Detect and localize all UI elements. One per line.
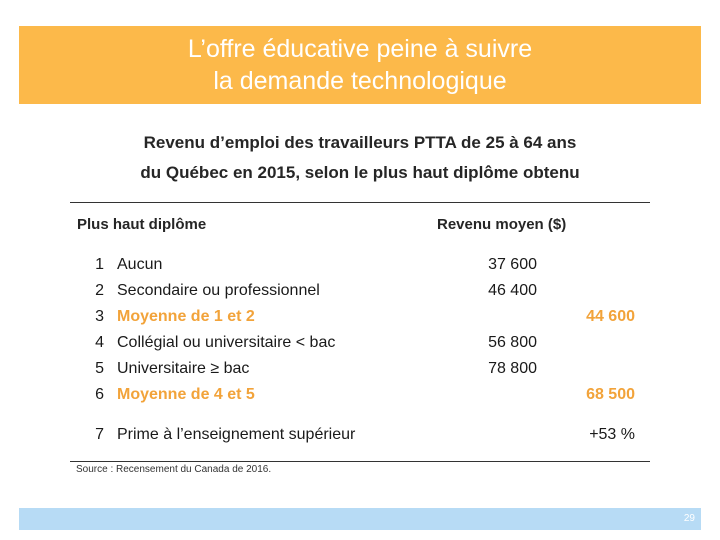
table-row-premium xyxy=(0,426,720,452)
row-number: 1 xyxy=(95,256,104,273)
footer-bar xyxy=(19,508,701,530)
row-label: Prime à l’enseignement supérieur xyxy=(117,426,356,443)
row-number: 5 xyxy=(95,360,104,377)
page-number: 29 xyxy=(683,513,695,524)
source-note: Source : Recensement du Canada de 2016. xyxy=(76,464,272,475)
slide-title-line-1: L’offre éducative peine à suivre xyxy=(187,35,533,63)
table-row-average xyxy=(0,308,720,334)
row-number: 4 xyxy=(95,334,104,351)
row-value: 46 400 xyxy=(488,282,537,299)
slide-title-line-2: la demande technologique xyxy=(213,67,507,95)
table-row-average xyxy=(0,386,720,412)
top-rule xyxy=(70,202,650,203)
column-header-income: Revenu moyen ($) xyxy=(437,216,567,233)
row-value: 56 800 xyxy=(488,334,537,351)
row-label: Aucun xyxy=(117,256,163,273)
column-header-diploma: Plus haut diplôme xyxy=(77,216,207,233)
row-average-value: 68 500 xyxy=(586,386,635,403)
table-row xyxy=(0,360,720,386)
row-number: 3 xyxy=(95,308,104,325)
bottom-rule xyxy=(70,461,650,462)
row-number: 7 xyxy=(95,426,104,443)
table-row xyxy=(0,256,720,282)
row-label: Moyenne de 1 et 2 xyxy=(117,308,255,325)
row-value: 78 800 xyxy=(488,360,537,377)
row-label: Universitaire ≥ bac xyxy=(117,360,250,377)
row-average-value: 44 600 xyxy=(586,308,635,325)
row-number: 6 xyxy=(95,386,104,403)
title-banner xyxy=(19,26,701,104)
table-row xyxy=(0,334,720,360)
row-label: Secondaire ou professionnel xyxy=(117,282,320,299)
row-premium-value: +53 % xyxy=(589,426,635,443)
row-label: Moyenne de 4 et 5 xyxy=(117,386,255,403)
row-label: Collégial ou universitaire < bac xyxy=(117,334,336,351)
row-value: 37 600 xyxy=(488,256,537,273)
subtitle-line-2: du Québec en 2015, selon le plus haut diplôme obtenu xyxy=(140,163,580,182)
row-number: 2 xyxy=(95,282,104,299)
table-row xyxy=(0,282,720,308)
subtitle-line-1: Revenu d’emploi des travailleurs PTTA de 25 à 64 ans xyxy=(143,133,577,152)
